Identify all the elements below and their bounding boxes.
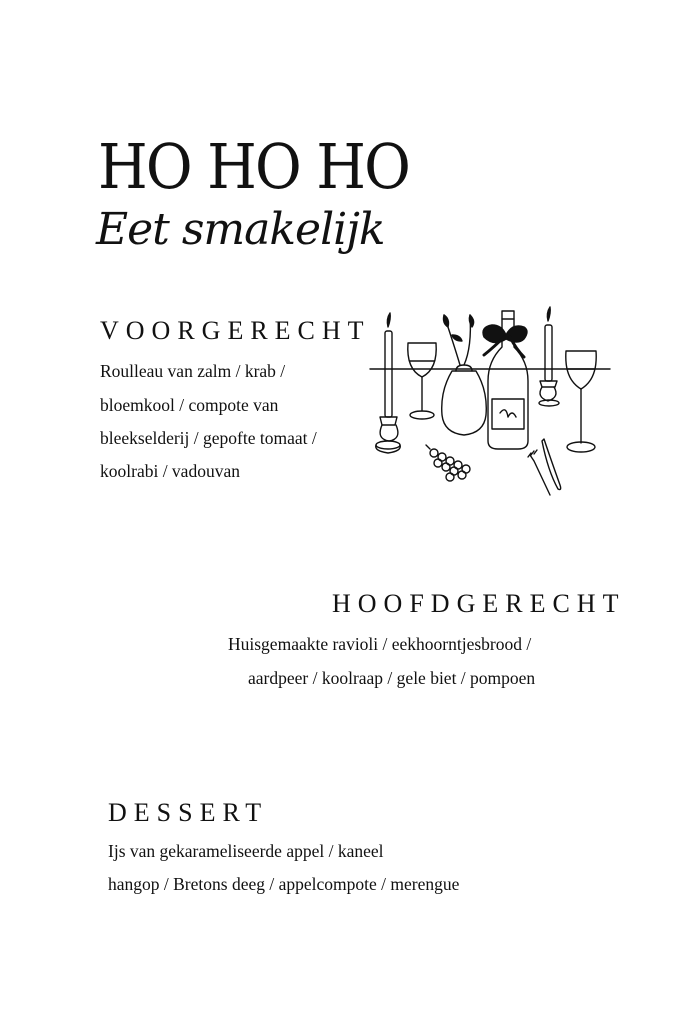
dessert-line-1: Ijs van gekarameliseerde appel / kaneel [108,841,384,861]
grapes-icon [426,445,470,481]
section-heading-dessert: DESSERT [108,798,269,827]
wine-glass-left-icon [408,343,436,419]
hoofdgerecht-line-1: Huisgemaakte ravioli / eekhoorntjesbrood / [228,634,532,654]
candle-right-icon [539,307,559,406]
voorgerecht-line-3: bleekselderij / gepofte tomaat / [100,428,317,448]
hoofdgerecht-line-2: aardpeer / koolraap / gele biet / pompoen [248,668,536,688]
vase-icon [442,315,487,435]
voorgerecht-line-2: bloemkool / compote van [100,395,279,415]
dessert-line-2: hangop / Bretons deeg / appelcompote / merengue [108,874,460,894]
table-setting-illustration-icon [368,305,618,505]
section-heading-hoofdgerecht: HOOFDGERECHT [332,589,626,618]
candle-left-icon [376,313,401,453]
fork-knife-icon [528,439,561,495]
voorgerecht-line-1: Roulleau van zalm / krab / [100,361,286,381]
menu-subtitle: Eet smakelijk [96,204,385,255]
wine-bottle-icon [483,311,528,449]
section-heading-voorgerecht: VOORGERECHT [100,316,371,345]
wine-glass-right-icon [566,351,596,452]
menu-title: HO HO HO [98,130,410,203]
voorgerecht-line-4: koolrabi / vadouvan [100,461,240,481]
